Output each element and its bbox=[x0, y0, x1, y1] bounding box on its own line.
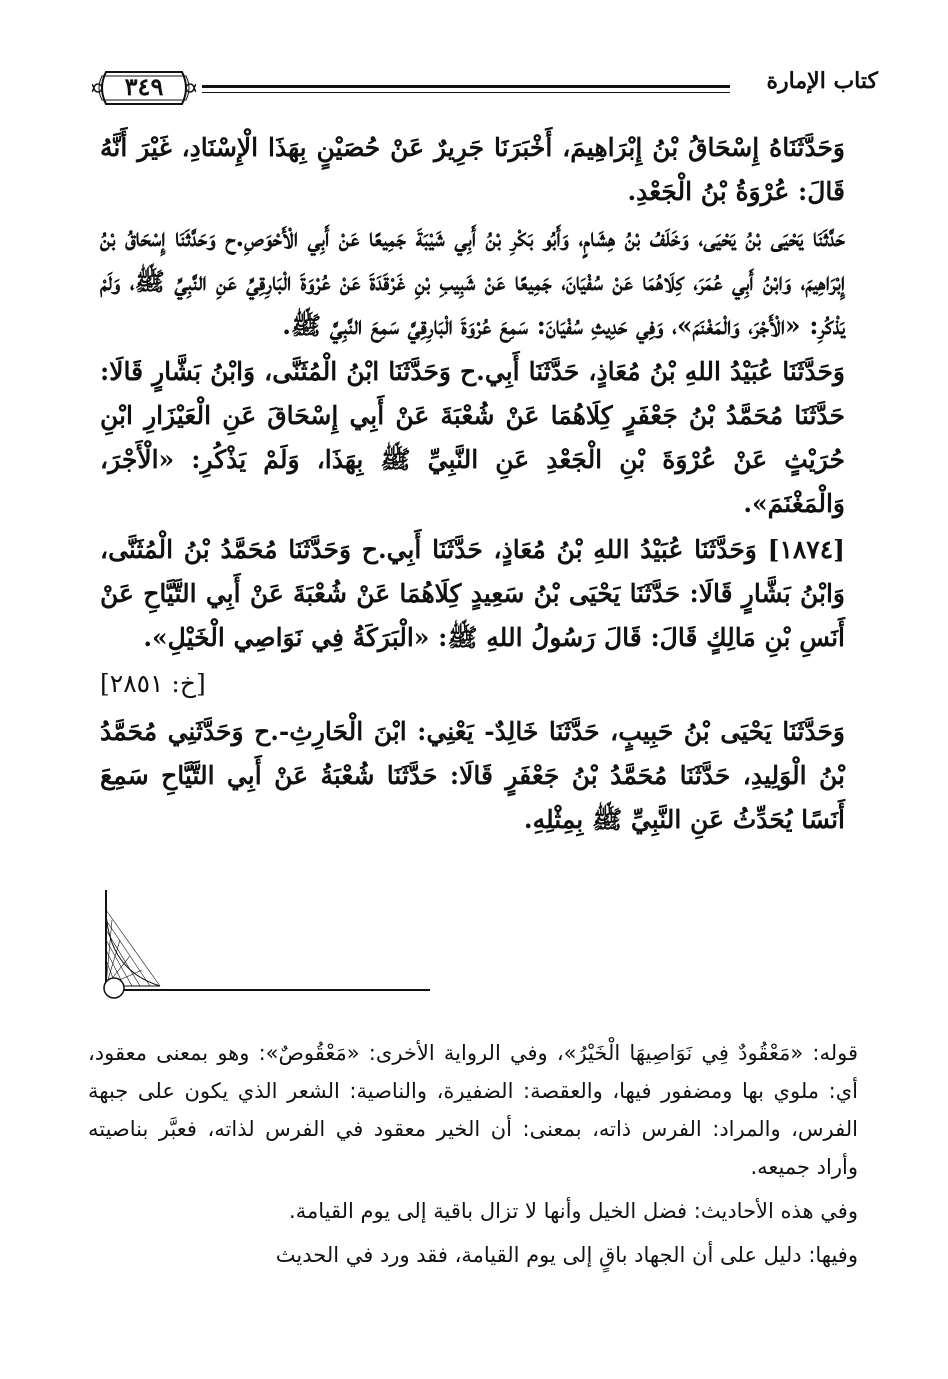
hadith-paragraph: وَحَدَّثَنَاهُ إِسْحَاقُ بْنُ إِبْرَاهِيمَ، أَخْبَرَنَا جَرِيرٌ عَنْ حُصَيْنٍ بِهَذَا الْإِسْنَادِ، غَيْرَ أَنَّهُ قَالَ: عُرْوَةُ بْنُ الْجَعْدِ. bbox=[100, 133, 845, 206]
commentary-paragraph: قوله: «مَعْقُودٌ فِي نَوَاصِيهَا الْخَيْرُ»، وفي الرواية الأخرى: «مَعْقُوصٌ»: وهو بمعنى معقود، أي: ملوي بها ومضفور فيها، والعقصة: الضفيرة، والناصية: الشعر الذي يكون على جبهة الفرس، والمراد: الفرس ذاته، بمعنى: أن الخير معقود في الفرس لذاته، فعبَّر بناصيته وأراد جميعه. bbox=[88, 1041, 858, 1179]
page-number: ٣٤٩ bbox=[124, 72, 164, 101]
header-rule-thin bbox=[202, 92, 730, 93]
hadith-paragraph: [١٨٧٤] وَحَدَّثَنَا عُبَيْدُ اللهِ بْنُ مُعَاذٍ، حَدَّثَنَا أَبِي.ح وَحَدَّثَنَا مُحَمَّدُ بْنُ الْمُثَنَّى، وَابْنُ بَشَّارٍ قَالَا: حَدَّثَنَا يَحْيَى بْنُ سَعِيدٍ كِلَاهُمَا عَنْ شُعْبَةَ عَنْ أَبِي التَّيَّاحِ عَنْ أَنَسِ بْنِ مَالِكٍ قَالَ: قَالَ رَسُولُ اللهِ ﷺ: «الْبَرَكَةُ فِي نَوَاصِي الْخَيْلِ». bbox=[100, 535, 845, 652]
page-number-badge bbox=[92, 66, 196, 110]
page-header bbox=[92, 66, 878, 114]
hadith-paragraph: وَحَدَّثَنَا عُبَيْدُ اللهِ بْنُ مُعَاذٍ، حَدَّثَنَا أَبِي.ح وَحَدَّثَنَا ابْنُ الْمُثَنَّى، وَابْنُ بَشَّارٍ قَالَا: حَدَّثَنَا مُحَمَّدُ بْنُ جَعْفَرٍ كِلَاهُمَا عَنْ شُعْبَةَ عَنْ أَبِي إِسْحَاقَ عَنِ الْعَيْزَارِ ابْنِ حُرَيْثٍ عَنْ عُرْوَةَ بْنِ الْجَعْدِ عَنِ النَّبِيِّ ﷺ بِهَذَا، وَلَمْ يَذْكُرِ: «الْأَجْرَ، وَالْمَغْنَمَ». bbox=[100, 357, 845, 518]
corner-ornament-icon bbox=[100, 890, 430, 1000]
hadith-paragraph: حَدَّثَنَا يَحْيَى بْنُ يَحْيَى، وَخَلَفُ بْنُ هِشَامٍ، وَأَبُو بَكْرِ بْنُ أَبِي شَيْبَةَ جَمِيعًا عَنْ أَبِي الْأَحْوَصِ.ح وَحَدَّثَنَا إِسْحَاقُ بْنُ إِبْرَاهِيمَ، وَابْنُ أَبِي عُمَرَ، كِلَاهُمَا عَنْ سُفْيَانَ، جَمِيعًا عَنْ شَبِيبِ بْنِ غَرْقَدَةَ عَنْ عُرْوَةَ الْبَارِقِيِّ عَنِ النَّبِيِّ ﷺ، وَلَمْ يَذْكُرِ: «الْأَجْرَ، وَالْمَغْنَمَ»، وَفِي حَدِيثِ سُفْيَانَ: سَمِعَ عُرْوَةَ الْبَارِقِيَّ سَمِعَ النَّبِيَّ ﷺ. bbox=[100, 223, 845, 340]
commentary-text bbox=[88, 1034, 858, 1280]
source-reference: [خ: ٢٨٥١] bbox=[100, 669, 206, 698]
header-rule bbox=[202, 85, 730, 88]
book-title: كتاب الإمارة bbox=[766, 68, 878, 94]
commentary-paragraph: وفيها: دليل على أن الجهاد باقٍ إلى يوم القيامة، فقد ورد في الحديث bbox=[275, 1243, 858, 1267]
commentary-paragraph: وفي هذه الأحاديث: فضل الخيل وأنها لا تزال باقية إلى يوم القيامة. bbox=[289, 1199, 858, 1223]
hadith-paragraph: وَحَدَّثَنَا يَحْيَى بْنُ حَبِيبٍ، حَدَّثَنَا خَالِدٌ- يَعْنِي: ابْنَ الْحَارِثِ-.ح وَحَدَّثَنِي مُحَمَّدُ بْنُ الْوَلِيدِ، حَدَّثَنَا مُحَمَّدُ بْنُ جَعْفَرٍ قَالَا: حَدَّثَنَا شُعْبَةُ عَنْ أَبِي التَّيَّاحِ سَمِعَ أَنَسًا يُحَدِّثُ عَنِ النَّبِيِّ ﷺ بِمِثْلِهِ. bbox=[100, 717, 845, 834]
hadith-text bbox=[100, 126, 845, 844]
